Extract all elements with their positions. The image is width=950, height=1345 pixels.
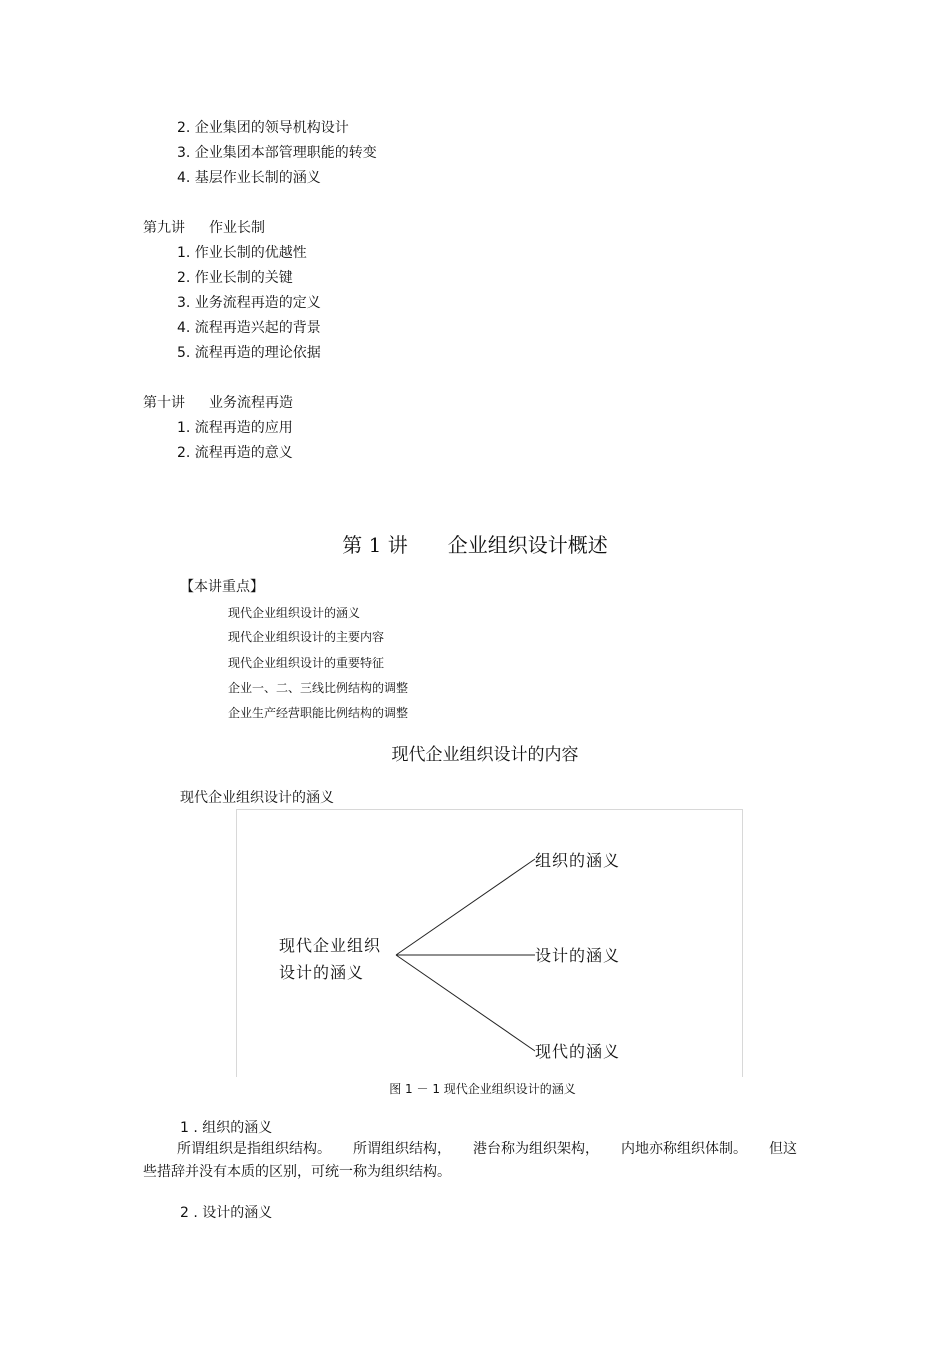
branch-node: 现代的涵义 <box>535 1042 621 1061</box>
root-node-line1: 现代企业组织 <box>279 936 382 955</box>
toc-item: 1. 流程再造的应用 <box>177 420 293 436</box>
section-title: 现代企业组织设计的内容 <box>391 745 579 765</box>
toc-item: 2. 流程再造的意义 <box>177 445 293 461</box>
figure-caption: 图 1 － 1 现代企业组织设计的涵义 <box>389 1082 576 1096</box>
keypoint-item: 现代企业组织设计的涵义 <box>228 606 361 620</box>
text-segment: 港台称为组织架构， <box>473 1141 599 1157</box>
keypoint-item: 企业一、二、三线比例结构的调整 <box>228 681 409 695</box>
figure-diagram <box>236 809 743 1077</box>
keypoint-item: 企业生产经营职能比例结构的调整 <box>228 706 409 720</box>
text-segment: 所谓组织是指组织结构。 <box>177 1141 331 1157</box>
paragraph-body <box>143 1138 811 1184</box>
branch-node: 组织的涵义 <box>535 851 621 870</box>
lecture-heading <box>143 394 293 412</box>
text-segment: 但这 <box>769 1141 797 1157</box>
toc-item: 1. 作业长制的优越性 <box>177 245 307 261</box>
chapter-title <box>0 532 950 558</box>
branch-node: 设计的涵义 <box>535 946 621 965</box>
lecture-title: 作业长制 <box>209 220 265 236</box>
toc-item: 4. 基层作业长制的涵义 <box>177 170 321 186</box>
keypoint-item: 现代企业组织设计的重要特征 <box>228 656 385 670</box>
subsection-title: 现代企业组织设计的涵义 <box>180 790 334 806</box>
toc-item: 3. 业务流程再造的定义 <box>177 295 321 311</box>
text-segment: 所谓组织结构， <box>353 1141 451 1157</box>
text-continuation: 些措辞并没有本质的区别，可统一称为组织结构。 <box>143 1164 451 1180</box>
toc-item: 3. 企业集团本部管理职能的转变 <box>177 145 377 161</box>
toc-item: 5. 流程再造的理论依据 <box>177 345 321 361</box>
paragraph-heading: 1 . 组织的涵义 <box>180 1120 273 1136</box>
root-node-line2: 设计的涵义 <box>279 963 365 982</box>
chapter-number: 第 1 讲 <box>342 533 408 557</box>
branch-line-bottom <box>396 955 535 1051</box>
toc-item: 4. 流程再造兴起的背景 <box>177 320 321 336</box>
keypoints-heading: 【本讲重点】 <box>180 579 264 595</box>
branch-line-top <box>396 859 535 955</box>
toc-item: 2. 企业集团的领导机构设计 <box>177 120 349 136</box>
toc-item: 2. 作业长制的关键 <box>177 270 293 286</box>
lecture-number: 第九讲 <box>143 220 185 236</box>
lecture-title: 业务流程再造 <box>209 395 293 411</box>
text-segment: 内地亦称组织体制。 <box>621 1141 747 1157</box>
lecture-number: 第十讲 <box>143 395 185 411</box>
paragraph-heading: 2 . 设计的涵义 <box>180 1205 273 1221</box>
chapter-name: 企业组织设计概述 <box>447 533 608 557</box>
lecture-heading <box>143 219 265 237</box>
keypoint-item: 现代企业组织设计的主要内容 <box>228 630 385 644</box>
